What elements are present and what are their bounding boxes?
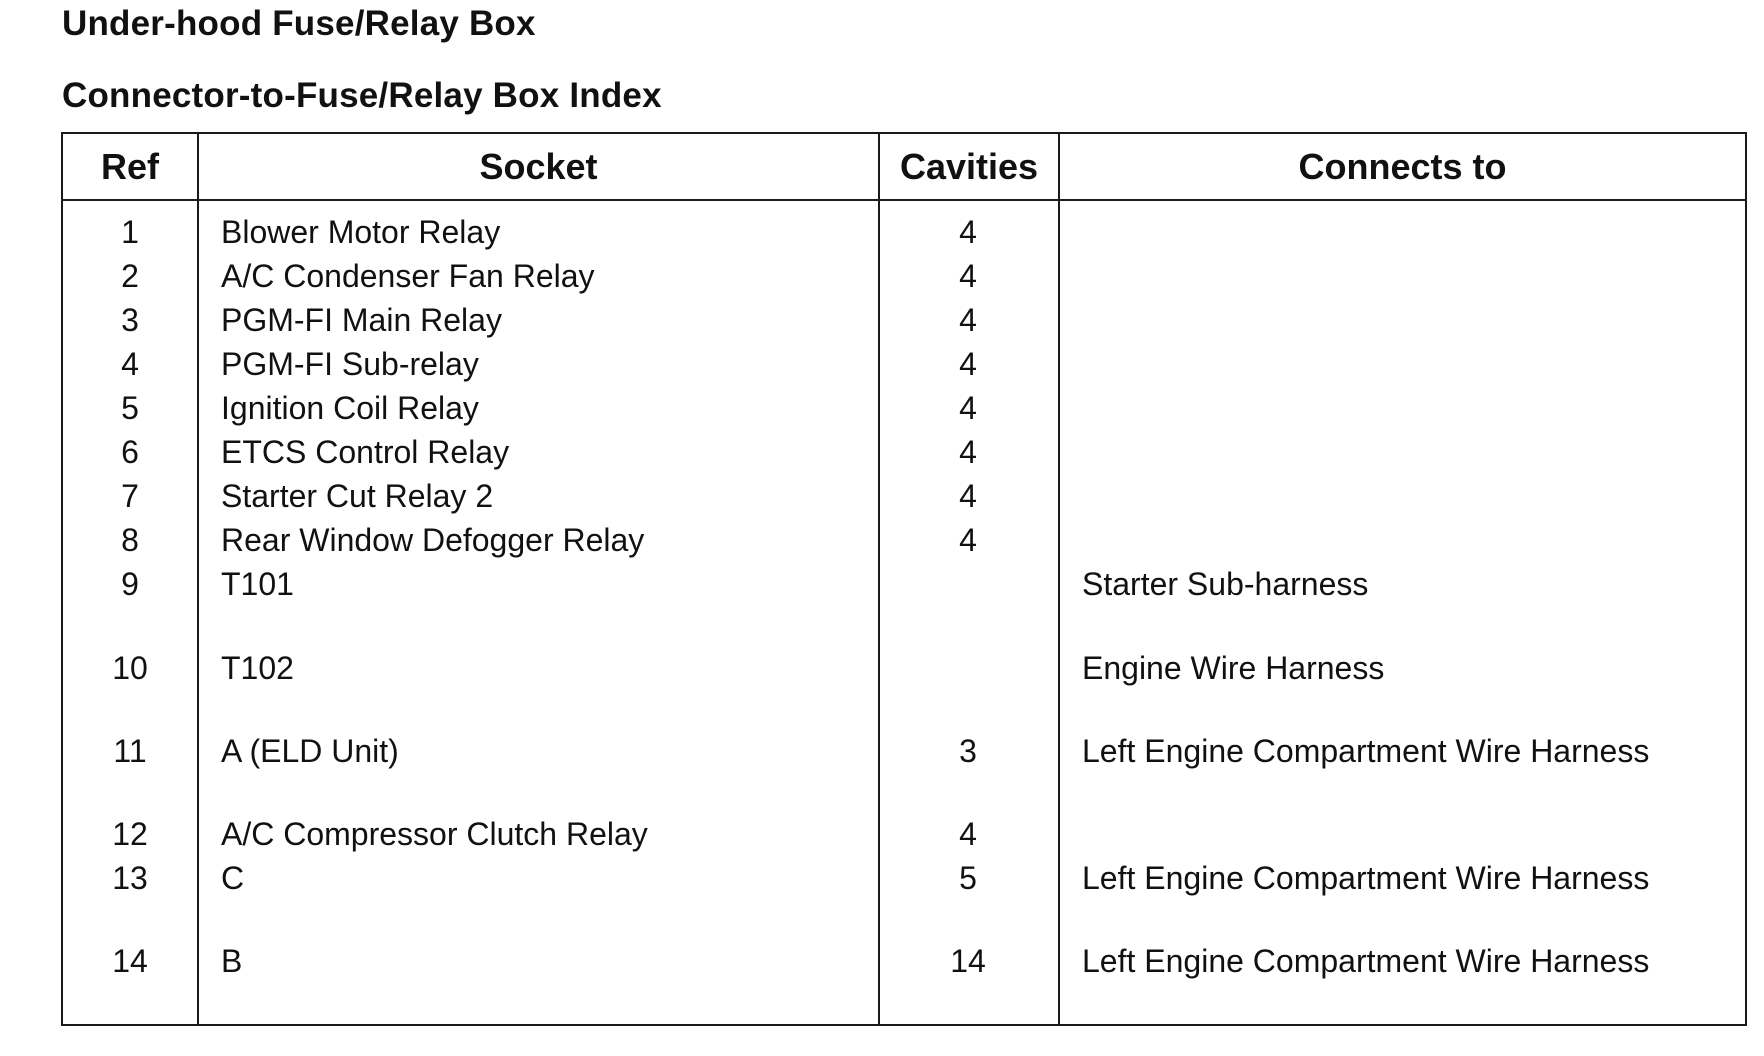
cell-socket: Blower Motor Relay xyxy=(221,214,501,250)
cell-ref: 14 xyxy=(112,943,148,979)
cell-connects-to xyxy=(1082,254,1742,298)
table-row xyxy=(63,562,1745,606)
cell-connects-to: Left Engine Compartment Wire Harness xyxy=(1082,733,1650,769)
cell-connects-to xyxy=(1082,386,1742,430)
cell-socket: ETCS Control Relay xyxy=(221,434,510,470)
cell-socket: PGM-FI Main Relay xyxy=(221,302,502,338)
page-title: Under-hood Fuse/Relay Box xyxy=(62,4,536,43)
cell-connects-to: Left Engine Compartment Wire Harness xyxy=(1082,860,1650,896)
cell-ref: 3 xyxy=(121,302,139,338)
cell-connects-to xyxy=(1082,430,1742,474)
connector-index-table xyxy=(61,132,1747,1026)
table-row xyxy=(63,298,1745,342)
cell-socket: C xyxy=(221,860,245,896)
table-row xyxy=(63,939,1745,983)
cell-cavities: 4 xyxy=(959,522,977,558)
cell-connects-to: Starter Sub-harness xyxy=(1082,566,1369,602)
header-socket: Socket xyxy=(479,146,598,187)
cell-connects-to xyxy=(1082,518,1742,562)
cell-cavities: 4 xyxy=(959,390,977,426)
cell-socket: A/C Condenser Fan Relay xyxy=(221,258,595,294)
cell-ref: 11 xyxy=(113,733,147,769)
cell-ref: 4 xyxy=(121,346,139,382)
cell-cavities: 4 xyxy=(959,346,977,382)
cell-cavities: 4 xyxy=(959,214,977,250)
cell-ref: 6 xyxy=(121,434,139,470)
cell-cavities: 4 xyxy=(959,816,977,852)
cell-connects-to xyxy=(1082,812,1742,856)
cell-socket: Rear Window Defogger Relay xyxy=(221,522,645,558)
table-row xyxy=(63,856,1745,900)
cell-connects-to xyxy=(1082,342,1742,386)
cell-connects-to xyxy=(1082,298,1742,342)
table-row xyxy=(63,518,1745,562)
cell-cavities xyxy=(878,646,1058,690)
table-row xyxy=(63,646,1745,690)
cell-socket: T101 xyxy=(221,566,294,602)
table-row xyxy=(63,474,1745,518)
header-divider xyxy=(63,199,1745,201)
table-row xyxy=(63,430,1745,474)
header-cavities: Cavities xyxy=(899,146,1039,187)
table-row xyxy=(63,386,1745,430)
cell-cavities: 4 xyxy=(959,258,977,294)
cell-socket: Ignition Coil Relay xyxy=(221,390,479,426)
cell-cavities: 5 xyxy=(959,860,977,896)
cell-ref: 8 xyxy=(121,522,139,558)
cell-connects-to xyxy=(1082,210,1742,254)
table-row xyxy=(63,342,1745,386)
cell-cavities: 4 xyxy=(959,478,977,514)
cell-ref: 2 xyxy=(121,258,139,294)
cell-ref: 9 xyxy=(121,566,139,602)
table-row xyxy=(63,729,1745,773)
cell-socket: A/C Compressor Clutch Relay xyxy=(221,816,648,852)
cell-socket: A (ELD Unit) xyxy=(221,733,399,769)
header-connects-to: Connects to xyxy=(1298,146,1507,187)
cell-ref: 10 xyxy=(112,650,148,686)
cell-ref: 12 xyxy=(112,816,148,852)
cell-ref: 5 xyxy=(121,390,139,426)
cell-socket: PGM-FI Sub-relay xyxy=(221,346,479,382)
cell-cavities: 14 xyxy=(950,943,986,979)
cell-cavities: 4 xyxy=(959,434,977,470)
cell-ref: 1 xyxy=(121,214,139,250)
cell-connects-to: Left Engine Compartment Wire Harness xyxy=(1082,943,1650,979)
table-row xyxy=(63,210,1745,254)
cell-cavities xyxy=(878,562,1058,606)
cell-ref: 7 xyxy=(121,478,139,514)
cell-socket: Starter Cut Relay 2 xyxy=(221,478,494,514)
header-ref: Ref xyxy=(100,146,159,187)
cell-cavities: 4 xyxy=(959,302,977,338)
cell-socket: B xyxy=(221,943,243,979)
cell-connects-to: Engine Wire Harness xyxy=(1082,650,1385,686)
cell-ref: 13 xyxy=(112,860,148,896)
table-row xyxy=(63,812,1745,856)
table-row xyxy=(63,254,1745,298)
cell-socket: T102 xyxy=(221,650,294,686)
cell-cavities: 3 xyxy=(959,733,977,769)
page-subtitle: Connector-to-Fuse/Relay Box Index xyxy=(62,76,662,115)
cell-connects-to xyxy=(1082,474,1742,518)
